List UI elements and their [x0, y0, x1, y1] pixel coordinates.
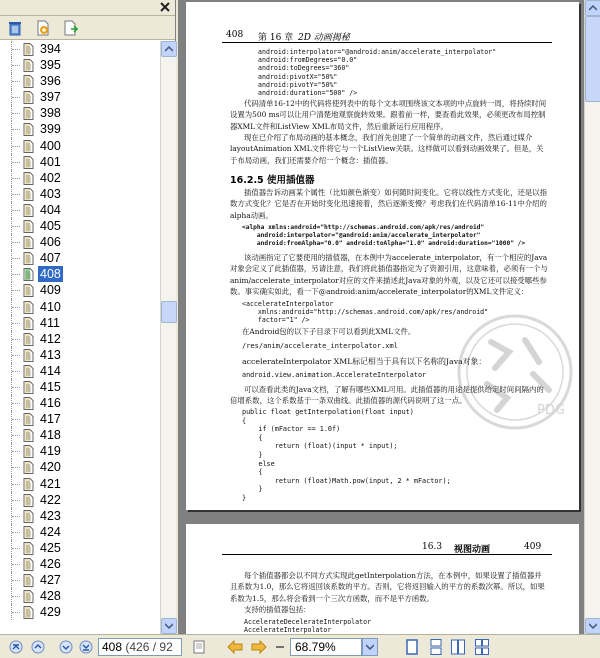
page-thumbnail-item[interactable] [0, 154, 160, 170]
panel-toolbar [0, 16, 175, 40]
arrow-down-icon [165, 623, 173, 629]
page-icon [22, 75, 35, 88]
tree-connector [11, 379, 21, 395]
tree-connector [11, 266, 21, 282]
back-arrow-icon [227, 640, 243, 654]
code-block: android:interpolator="@android:anim/accelerate_interpolator" android:fromDegrees="0.0" android:toDegrees="360" android:pivotX="50%" android:pivotY="50%" android:duration="500" /> [258, 48, 497, 98]
tree-connector [11, 331, 21, 347]
bottom-toolbar [0, 634, 600, 658]
page-number-label: 398 [40, 106, 61, 121]
watermark-seal [451, 302, 579, 442]
page-thumbnail-item[interactable] [0, 379, 160, 395]
page-number-label: 416 [40, 396, 61, 411]
page-number-label: 420 [40, 460, 61, 475]
page-thumbnail-item[interactable] [0, 395, 160, 411]
section-number: 16.3 [422, 542, 443, 552]
page-thumbnail-item[interactable] [0, 250, 160, 266]
page-thumbnail-item[interactable] [0, 524, 160, 540]
continuous-facing-icon [475, 639, 489, 655]
current-page: 408 [102, 640, 123, 654]
tree-connector [11, 218, 21, 234]
tree-connector [11, 41, 21, 57]
scroll-down-button[interactable] [585, 618, 600, 634]
page-thumbnail-item[interactable] [0, 57, 160, 73]
section-heading: 16.2.5 使用插值器 [230, 175, 315, 186]
page-number-label: 413 [40, 347, 61, 362]
page-icon [22, 606, 35, 619]
page-number-label: 404 [40, 202, 61, 217]
page-number: 409 [524, 542, 542, 552]
page-thumbnail-item[interactable] [0, 492, 160, 508]
page-thumbnail-item[interactable] [0, 427, 160, 443]
page-thumbnail-item[interactable] [0, 459, 160, 475]
page-icon [22, 510, 35, 523]
file-path: /res/anim/accelerate_interpolator.xml [242, 342, 398, 350]
class-name: android.view.animation.AccelerateInterpolator [242, 371, 427, 379]
page-icon [22, 43, 35, 56]
zoom-dropdown-button[interactable] [362, 638, 378, 656]
page-thumbnail-item[interactable] [0, 540, 160, 556]
page-number-label: 422 [40, 492, 61, 507]
tree-connector [11, 250, 21, 266]
last-page-button[interactable] [78, 639, 94, 655]
page-number-label: 408 [40, 267, 61, 282]
page-icon [22, 574, 35, 587]
page-number-label: 409 [40, 283, 61, 298]
go-forward-button[interactable] [250, 639, 268, 655]
page-icon [22, 590, 35, 603]
page-icon [22, 333, 35, 346]
header-rule [222, 42, 552, 43]
go-back-button[interactable] [226, 639, 244, 655]
page-number-label: 418 [40, 428, 61, 443]
page-thumbnail-item[interactable] [0, 556, 160, 572]
page-thumbnail-item[interactable] [0, 508, 160, 524]
page-icon [22, 140, 35, 153]
tree-connector [11, 154, 21, 170]
page-thumbnail-item[interactable] [0, 443, 160, 459]
paragraph: 在Android包的以下子目录下可以看到此XML文件。 [242, 327, 416, 336]
document-viewer[interactable] [178, 0, 584, 634]
tree-connector [11, 186, 21, 202]
page-number-label: 429 [40, 605, 61, 620]
page-number-label: 400 [40, 138, 61, 153]
page-icon [22, 349, 35, 362]
page-icon [22, 284, 35, 297]
tree-connector [11, 427, 21, 443]
page-icon [22, 461, 35, 474]
forward-arrow-icon [251, 640, 267, 654]
page-thumbnail-item[interactable] [0, 138, 160, 154]
page-icon [22, 445, 35, 458]
page-number-label: 403 [40, 186, 61, 201]
page-number-input[interactable] [98, 638, 182, 656]
page-position: (426 / 92 [125, 640, 173, 654]
page-number-label: 405 [40, 219, 61, 234]
page-thumbnail-item[interactable] [0, 588, 160, 604]
page-thumbnail-item[interactable] [0, 331, 160, 347]
page-number-label: 417 [40, 412, 61, 427]
page-icon [22, 236, 35, 249]
tree-connector [11, 138, 21, 154]
page-icon [22, 252, 35, 265]
page-thumbnail-item[interactable] [0, 186, 160, 202]
single-page-view-button[interactable] [404, 639, 420, 655]
paragraph: 插值器告诉动画某个属性（比如颜色渐变）如何随时间变化。它将以线性方式变化，还是以指数方式变化？它是否在开始时变化迅速接着，然后逐渐变慢？考虑我们在代码清单16-11中介绍的alpha动画。 [230, 188, 548, 220]
tree-connector [11, 170, 21, 186]
page-icon [22, 156, 35, 169]
page-icon [22, 220, 35, 233]
code-block: AccelerateDecelerateInterpolator AccelerateInterpolator [244, 618, 372, 634]
next-page-icon [59, 640, 73, 654]
tree-connector [11, 363, 21, 379]
page-thumbnail-item[interactable] [0, 266, 160, 282]
page-thumbnail-item[interactable] [0, 170, 160, 186]
page-icon [22, 365, 35, 378]
previous-page-icon [31, 640, 45, 654]
header-rule [222, 554, 552, 555]
page-thumbnail-item[interactable] [0, 121, 160, 137]
page-icon [22, 494, 35, 507]
page-thumbnail-item[interactable] [0, 282, 160, 298]
page-number-label: 394 [40, 42, 61, 56]
tree-connector [11, 492, 21, 508]
tree-connector [11, 443, 21, 459]
page-thumbnail-item[interactable] [0, 604, 160, 620]
tree-connector [11, 524, 21, 540]
page-number-label: 419 [40, 444, 61, 459]
tree-connector [11, 234, 21, 250]
page-icon [22, 204, 35, 217]
extract-page-icon[interactable] [62, 19, 80, 37]
tree-connector [11, 347, 21, 363]
watermark-text: PDG [537, 403, 565, 418]
code-block: public float getInterpolation(float input) { if (mFactor == 1.0f) { return (float)(input * input); } else { return (float)Math.pow(input, 2 * mFactor); } } [242, 408, 451, 502]
page-number-label: 427 [40, 573, 61, 588]
page-number-label: 397 [40, 90, 61, 105]
scroll-up-button[interactable] [161, 41, 177, 57]
arrow-down-icon [589, 623, 597, 629]
page-icon [22, 301, 35, 314]
scroll-thumb[interactable] [585, 16, 600, 102]
page-number-label: 396 [40, 74, 61, 89]
page-thumbnail-item[interactable] [0, 218, 160, 234]
minus-icon [275, 640, 285, 654]
tree-connector [11, 476, 21, 492]
page-number-label: 411 [40, 315, 60, 330]
paragraph: 可以查看此类的Java文档，了解有哪些XML可用。此插值器的用途是提供给定时间间隔内的倍增系数，这个系数基于一条双曲线。此插值器的源代码说明了这一点。 [230, 385, 544, 406]
next-page-button[interactable] [58, 639, 74, 655]
page-thumbnail-item[interactable] [0, 41, 160, 57]
close-panel-icon[interactable] [159, 1, 171, 13]
page-number: 408 [226, 30, 244, 40]
page-number-label: 412 [40, 331, 61, 346]
continuous-view-button[interactable] [428, 639, 444, 655]
page-thumbnail-item[interactable] [0, 572, 160, 588]
tree-connector [11, 572, 21, 588]
page-thumbnail-item[interactable] [0, 411, 160, 427]
insert-page-icon[interactable] [34, 19, 52, 37]
page-thumbnail-item[interactable] [0, 73, 160, 89]
page-thumbnail-item[interactable] [0, 347, 160, 363]
tree-connector [11, 73, 21, 89]
page-icon [22, 413, 35, 426]
paragraph: 现在已介绍了布局动画的基本概念，我们首先创建了一个简单的动画文件，然后通过媒介layoutAnimation XML文件将它与一个ListView关联。这样做可以看到动画效果了。但是，关于布局动画，我们还需要介绍一个概念：插值器。 [230, 133, 544, 165]
first-page-button[interactable] [8, 639, 24, 655]
previous-page-button[interactable] [30, 639, 46, 655]
page-number-label: 424 [40, 524, 61, 539]
tree-connector [11, 459, 21, 475]
page-icon [22, 91, 35, 104]
pdf-page [186, 524, 579, 634]
tree-connector [11, 540, 21, 556]
page-thumbnail-item[interactable] [0, 315, 160, 331]
page-number-label: 401 [40, 154, 61, 169]
tree-connector [11, 57, 21, 73]
continuous-facing-view-button[interactable] [474, 639, 490, 655]
last-page-icon [79, 640, 93, 654]
code-block: <accelerateInterpolator xmlns:android="http://schemas.android.com/apk/res/android" factor="1" /> [242, 300, 489, 325]
paragraph: 支持的插值器包括： [244, 605, 311, 614]
page-thumbnail-item[interactable] [0, 202, 160, 218]
page-number-label: 426 [40, 557, 61, 571]
scroll-down-button[interactable] [161, 618, 177, 634]
tree-connector [11, 556, 21, 572]
page-number-label: 407 [40, 251, 61, 266]
page-number-label: 414 [40, 363, 61, 378]
page-number-label: 423 [40, 508, 61, 523]
tree-connector [11, 89, 21, 105]
zoom-input[interactable]: 68.79% [290, 638, 362, 656]
facing-view-button[interactable] [450, 639, 466, 655]
arrow-up-icon [589, 5, 597, 11]
page-icon [22, 526, 35, 539]
pdf-page [186, 2, 579, 510]
page-thumbnail-item[interactable] [0, 363, 160, 379]
page-icon [22, 123, 35, 136]
arrow-up-icon [165, 46, 173, 52]
tree-connector [11, 121, 21, 137]
page-number-label: 421 [40, 476, 61, 491]
page-number-label: 406 [40, 235, 61, 250]
document-scrollbar[interactable] [584, 0, 600, 634]
chevron-down-icon [366, 644, 374, 650]
tree-connector [11, 508, 21, 524]
tree-connector [11, 202, 21, 218]
page-thumbnail-item[interactable] [0, 105, 160, 121]
paragraph: 每个插值器都会以不同方式实现此getInterpolation方法，在本例中，如果设置了插值器并且系数为1.0，那么它将返回该系数的平方。否则，它将返回输入的平方的系数次幂。所以，如果系数为1.5，那么将会看到一个三次方函数，而不是平方函数。 [230, 571, 545, 603]
page-number-label: 395 [40, 58, 61, 73]
page-thumbnail-item[interactable] [0, 89, 160, 105]
page-icon [22, 268, 35, 281]
panel-header [0, 0, 175, 16]
paragraph: 代码清单16-12中的代码将使列表中的每个文本项围绕该文本项的中点旋转一周，将持续时间设置为500 ms可以让用户清楚地观察旋转效果。跟着前一样，要查看此效果，必须更改布局控制器XML文件和ListView XML布局文件，然后重新运行应用程序。 [230, 99, 547, 131]
first-page-icon [9, 640, 23, 654]
page-thumbnail-item[interactable] [0, 299, 160, 315]
tree-connector [11, 411, 21, 427]
fit-width-button[interactable] [192, 639, 206, 655]
scroll-thumb[interactable] [161, 301, 177, 323]
paragraph: accelerateInterpolator XML标记相当于具有以下名称的Java对象： [242, 357, 487, 366]
page-icon [22, 381, 35, 394]
continuous-pages-icon [430, 639, 442, 655]
tree-connector [11, 588, 21, 604]
tree-connector [11, 105, 21, 121]
page-thumbnail-item[interactable] [0, 234, 160, 250]
tree-connector [11, 604, 21, 620]
tree-connector [11, 299, 21, 315]
page-icon [22, 107, 35, 120]
page-icon [22, 317, 35, 330]
chapter-label: 第 16 章 [258, 33, 294, 43]
zoom-out-button[interactable] [274, 639, 286, 655]
tree-connector [11, 282, 21, 298]
code-block: <alpha xmlns:android="http://schemas.android.com/apk/res/android" android:interpolator="@android:anim/accelerate_interpolator" android:fromAlpha="0.0" android:toAlpha="1.0" android:duration="1000" /> [242, 224, 526, 248]
scroll-up-button[interactable] [585, 0, 600, 16]
page-number-label: 428 [40, 589, 61, 604]
page-icon [22, 542, 35, 555]
section-title: 视图动画 [454, 545, 491, 555]
page-icon [22, 59, 35, 72]
thumbnails-panel [0, 0, 176, 634]
page-icon [22, 429, 35, 442]
page-icon [22, 478, 35, 491]
tree-connector [11, 315, 21, 331]
page-number-label: 415 [40, 379, 61, 394]
single-page-icon [406, 639, 418, 655]
page-icon [22, 397, 35, 410]
delete-page-icon[interactable] [6, 19, 24, 37]
page-thumbnail-item[interactable] [0, 476, 160, 492]
page-number-label: 410 [40, 299, 61, 314]
thumbnails-scrollbar[interactable] [160, 41, 176, 634]
page-icon [22, 558, 35, 571]
page-icon [22, 172, 35, 185]
page-icon [22, 188, 35, 201]
facing-pages-icon [451, 639, 465, 655]
paragraph: 该动画指定了它要使用的插值器，在本例中为accelerate_interpolator，有一个相应的Java对象会定义了此插值器，另请注意，我们将此插值器指定为了资源引用，这意味着，必须有一个与anim/accelerate_interpolator对应的文件来描述此Java对象的外观，以及它还可以接受哪些参数。事实确实如此，看一下@android:anim/accelerate_interpolator的XML文件定义： [230, 253, 548, 296]
page-number-label: 425 [40, 540, 61, 555]
chapter-title: 2D 动画揭秘 [298, 33, 350, 43]
page-number-label: 399 [40, 122, 61, 137]
page-icon [193, 640, 205, 654]
page-number-label: 402 [40, 170, 61, 185]
tree-connector [11, 395, 21, 411]
page-list [0, 41, 160, 634]
